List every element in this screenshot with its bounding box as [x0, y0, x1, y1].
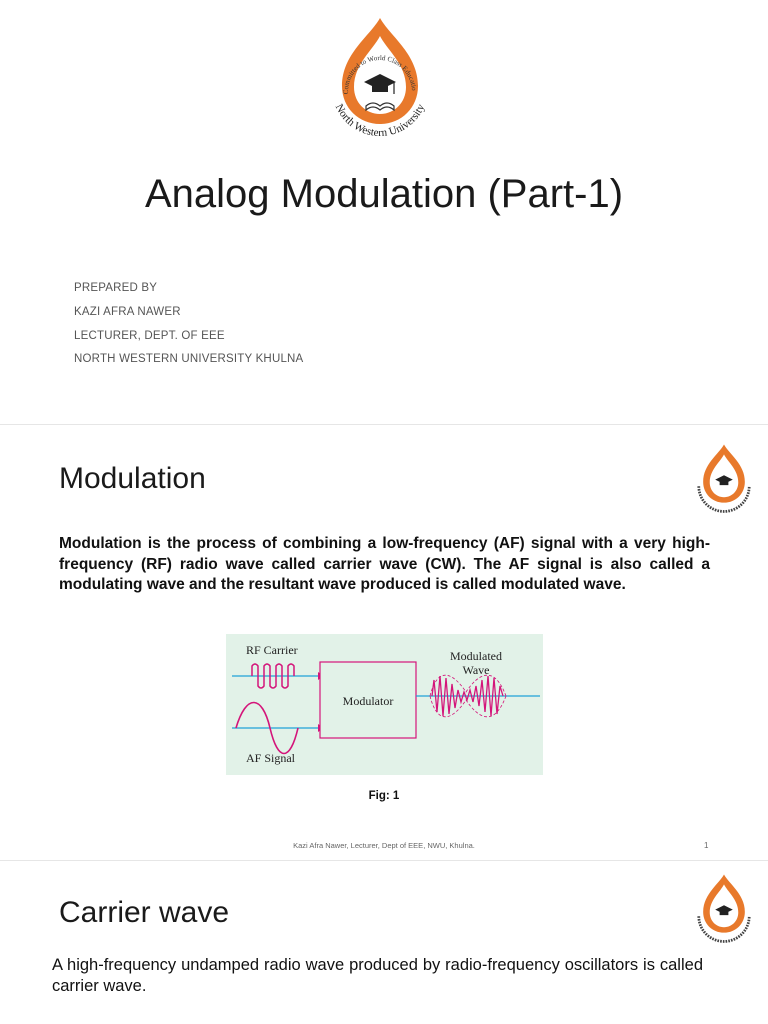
svg-text:RF Carrier: RF Carrier	[246, 643, 298, 657]
svg-text:North Western University: North Western University	[332, 102, 428, 140]
slide-modulation	[0, 432, 768, 856]
university-logo	[318, 14, 442, 144]
modulation-definition: Modulation is the process of combining a low-frequency (AF) signal with a very high-frequency (RF) radio wave called carrier wave (CW). The AF signal is also called a modulating wave and the resultant wave produced is called modulated wave.	[59, 535, 710, 593]
figure-caption: Fig: 1	[368, 790, 400, 802]
university-logo	[690, 442, 758, 514]
slide-divider	[0, 424, 768, 425]
slide-title-text: Analog Modulation (Part-1)	[144, 172, 624, 216]
slide-title	[0, 0, 768, 415]
slide-heading: Carrier wave	[59, 896, 230, 929]
slide-heading: Modulation	[59, 462, 206, 495]
author-institution: NORTH WESTERN UNIVERSITY KHULNA	[74, 353, 304, 365]
slide-divider	[0, 860, 768, 861]
carrier-wave-definition: A high-frequency undamped radio wave produced by radio-frequency oscillators is called carrier wave.	[52, 956, 703, 995]
university-logo	[690, 872, 758, 944]
slide-footer: Kazi Afra Nawer, Lecturer, Dept of EEE, NWU, Khulna.	[293, 841, 475, 850]
svg-text:Modulated: Modulated	[450, 649, 502, 663]
page-number: 1	[704, 841, 709, 850]
prepared-by-label: PREPARED BY	[74, 282, 158, 294]
svg-text:Wave: Wave	[462, 663, 490, 677]
svg-text:Modulator: Modulator	[342, 694, 394, 708]
slide-carrier-wave	[0, 862, 768, 1024]
modulation-diagram	[226, 634, 543, 775]
svg-text:AF Signal: AF Signal	[246, 751, 296, 765]
author-name: KAZI AFRA NAWER	[74, 306, 181, 318]
author-position: LECTURER, DEPT. OF EEE	[74, 330, 225, 342]
svg-text:Committed to World Class Educa: Committed to World Class Educatio	[341, 53, 418, 95]
